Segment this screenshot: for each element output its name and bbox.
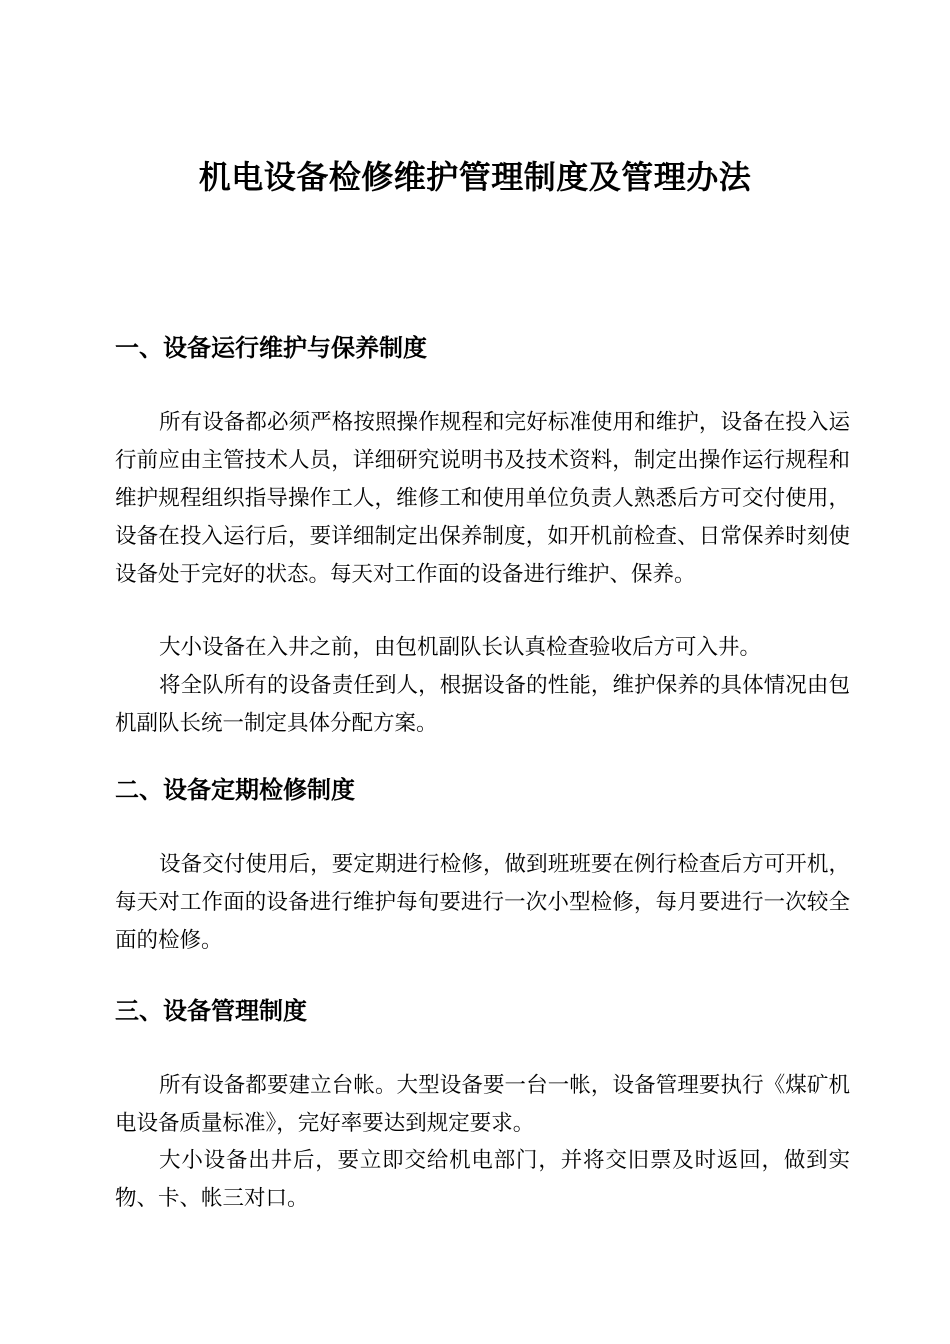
paragraph: 大小设备在入井之前，由包机副队长认真检查验收后方可入井。 [159, 635, 762, 660]
paragraph: 设备交付使用后，要定期进行检修，做到班班要在例行检查后方可开机，每天对工作面的设备进行维护每旬要进行一次小型检修，每月要进行一次较全面的检修。 [115, 852, 850, 953]
paragraph: 大小设备出井后，要立即交给机电部门，并将交旧票及时返回，做到实物、卡、帐三对口。 [115, 1148, 850, 1211]
section-heading: 三、设备管理制度 [115, 997, 307, 1025]
paragraph: 将全队所有的设备责任到人，根据设备的性能，维护保养的具体情况由包机副队长统一制定具体分配方案。 [115, 673, 850, 736]
paragraph: 所有设备都必须严格按照操作规程和完好标准使用和维护，设备在投入运行前应由主管技术人员，详细研究说明书及技术资料，制定出操作运行规程和维护规程组织指导操作工人，维修工和使用单位负责人熟悉后方可交付使用，设备在投入运行后，要详细制定出保养制度，如开机前检查、日常保养时刻使设备处于完好的状态。每天对工作面的设备进行维护、保养。 [115, 410, 850, 587]
section-heading: 二、设备定期检修制度 [115, 776, 355, 804]
paragraph: 所有设备都要建立台帐。大型设备要一台一帐，设备管理要执行《煤矿机电设备质量标准》，完好率要达到规定要求。 [115, 1073, 850, 1136]
document-title: 机电设备检修维护管理制度及管理办法 [198, 158, 752, 196]
section-heading: 一、设备运行维护与保养制度 [115, 334, 427, 362]
